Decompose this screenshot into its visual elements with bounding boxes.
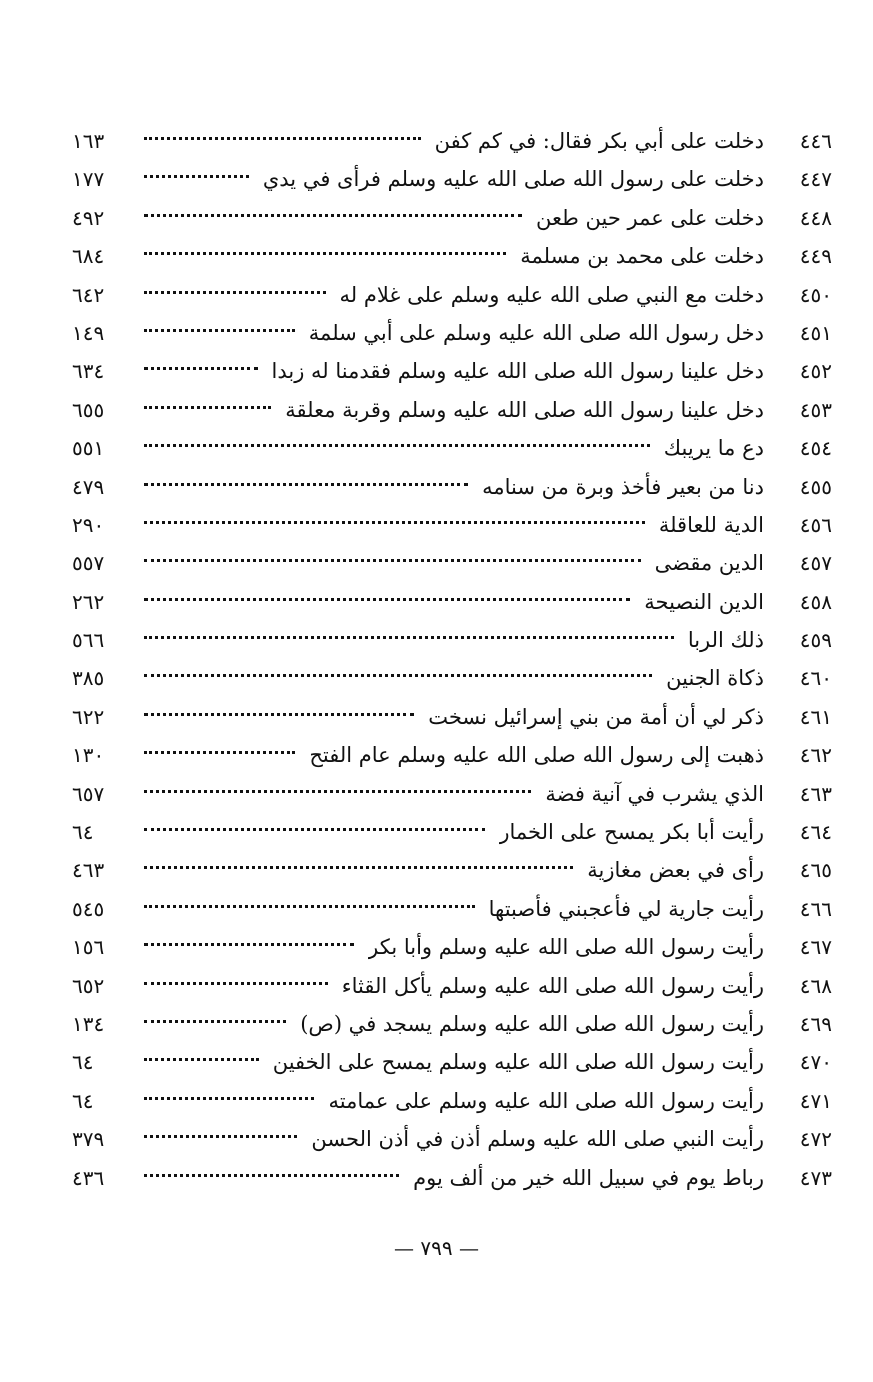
entry-text: دع ما يريبك xyxy=(663,436,764,461)
entry-text: ذلك الربا xyxy=(687,628,764,653)
dot-leader xyxy=(144,1174,399,1177)
dot-leader xyxy=(144,636,674,639)
index-entry xyxy=(72,276,832,314)
entry-text: ذهبت إلى رسول الله صلى الله عليه وسلم عام الفتح xyxy=(309,743,764,768)
entry-number: ٤٤٧ xyxy=(799,167,832,192)
entry-text: دخل علينا رسول الله صلى الله عليه وسلم وقربة معلقة xyxy=(285,397,764,422)
entry-page-number: ٥٦٦ xyxy=(72,628,105,653)
entry-page-number: ١٣٠ xyxy=(72,743,105,768)
dot-leader xyxy=(144,598,630,601)
entry-page-number: ٢٦٢ xyxy=(72,589,105,614)
dot-leader xyxy=(144,1135,297,1138)
dot-leader xyxy=(144,521,645,524)
entry-number: ٤٥٠ xyxy=(799,282,832,307)
entry-page-number: ٣٧٩ xyxy=(72,1127,105,1152)
dot-leader xyxy=(144,137,421,140)
entry-text: رأيت رسول الله صلى الله عليه وسلم وأبا بكر xyxy=(368,935,764,960)
entry-text: رأيت أبا بكر يمسح على الخمار xyxy=(499,820,764,845)
entry-page-number: ٦٥٧ xyxy=(72,781,105,806)
entry-page-number: ١٧٧ xyxy=(72,167,105,192)
index-entry xyxy=(72,314,832,352)
entry-page-number: ٤٩٢ xyxy=(72,205,105,230)
index-entry xyxy=(72,352,832,390)
entry-number: ٤٦٧ xyxy=(799,935,832,960)
entry-page-number: ٦٤٢ xyxy=(72,282,105,307)
dot-leader xyxy=(144,1058,259,1061)
dot-leader xyxy=(144,674,652,677)
entry-page-number: ١٣٤ xyxy=(72,1011,105,1036)
entry-text: رأيت رسول الله صلى الله عليه وسلم يأكل القثاء xyxy=(341,973,764,998)
index-entry xyxy=(72,775,832,813)
index-entry xyxy=(72,1159,832,1197)
index-entry xyxy=(72,1082,832,1120)
entry-page-number: ١٤٩ xyxy=(72,320,105,345)
entry-number: ٤٧٣ xyxy=(799,1165,832,1190)
dot-leader xyxy=(144,982,328,985)
entry-text: دنا من بعير فأخذ وبرة من سنامه xyxy=(482,474,764,499)
entry-number: ٤٦٥ xyxy=(799,858,832,883)
entry-text: الدين النصيحة xyxy=(644,589,764,614)
dot-leader xyxy=(144,444,650,447)
dot-leader xyxy=(144,713,414,716)
entry-number: ٤٦١ xyxy=(799,704,832,729)
index-entry xyxy=(72,468,832,506)
entry-number: ٤٦٤ xyxy=(799,820,832,845)
index-entry xyxy=(72,967,832,1005)
entry-page-number: ١٥٦ xyxy=(72,935,105,960)
entry-number: ٤٥٤ xyxy=(799,436,832,461)
entry-number: ٤٤٦ xyxy=(799,129,832,153)
entry-page-number: ٥٤٥ xyxy=(72,896,105,921)
index-entry xyxy=(72,1043,832,1081)
index-entry xyxy=(72,1005,832,1043)
entry-text: الذي يشرب في آنية فضة xyxy=(545,781,764,806)
entry-number: ٤٥٨ xyxy=(799,589,832,614)
entry-number: ٤٧١ xyxy=(799,1088,832,1113)
index-entry xyxy=(72,698,832,736)
entry-page-number: ٤٣٦ xyxy=(72,1165,105,1190)
entry-text: دخلت على عمر حين طعن xyxy=(536,205,764,230)
entry-page-number: ٤٧٩ xyxy=(72,474,105,499)
dot-leader xyxy=(144,1097,314,1100)
index-entry xyxy=(72,429,832,467)
entry-page-number: ٤٦٣ xyxy=(72,858,105,883)
dot-leader xyxy=(144,291,326,294)
entry-text: رأيت رسول الله صلى الله عليه وسلم على عمامته xyxy=(328,1088,764,1113)
index-entry xyxy=(72,506,832,544)
entry-number: ٤٦٩ xyxy=(799,1011,832,1036)
entry-number: ٤٤٨ xyxy=(799,205,832,230)
entry-text: دخل علينا رسول الله صلى الله عليه وسلم فقدمنا له زبدا xyxy=(271,359,764,384)
index-entry xyxy=(72,391,832,429)
entry-number: ٤٦٣ xyxy=(799,781,832,806)
entry-page-number: ٦٤ xyxy=(72,1050,94,1075)
entry-text: دخلت على رسول الله صلى الله عليه وسلم فرأى في يدي xyxy=(262,167,764,192)
entry-page-number: ٢٩٠ xyxy=(72,512,105,537)
entry-page-number: ٦٥٥ xyxy=(72,397,105,422)
index-entry xyxy=(72,659,832,697)
dot-leader xyxy=(144,943,354,946)
entry-number: ٤٥٦ xyxy=(799,512,832,537)
entry-number: ٤٥٧ xyxy=(799,551,832,576)
dot-leader xyxy=(144,828,485,831)
entry-number: ٤٧٢ xyxy=(799,1127,832,1152)
dot-leader xyxy=(144,406,271,409)
entry-text: الدين مقضى xyxy=(654,551,764,576)
entry-text: دخلت على محمد بن مسلمة xyxy=(520,244,764,269)
dot-leader xyxy=(144,751,295,754)
entry-number: ٤٦٢ xyxy=(799,743,832,768)
entry-page-number: ٦٥٢ xyxy=(72,973,105,998)
entry-text: رأيت رسول الله صلى الله عليه وسلم يسجد في (ص) xyxy=(300,1011,764,1036)
entry-page-number: ٥٥١ xyxy=(72,436,105,461)
index-entry xyxy=(72,237,832,275)
entry-number: ٤٥٩ xyxy=(799,628,832,653)
dot-leader xyxy=(144,175,249,178)
index-entry xyxy=(72,122,832,160)
entry-number: ٤٦٨ xyxy=(799,973,832,998)
dot-leader xyxy=(144,905,475,908)
entry-text: ذكاة الجنين xyxy=(666,666,764,691)
entry-page-number: ٦٤ xyxy=(72,1088,94,1113)
entry-page-number: ٦٣٤ xyxy=(72,359,105,384)
entry-page-number: ٥٥٧ xyxy=(72,551,105,576)
index-entry xyxy=(72,199,832,237)
entry-text: رأيت رسول الله صلى الله عليه وسلم يمسح على الخفين xyxy=(272,1050,764,1075)
entry-number: ٤٥٥ xyxy=(799,474,832,499)
dot-leader xyxy=(144,367,258,370)
index-entry xyxy=(72,1120,832,1158)
dot-leader xyxy=(144,559,641,562)
dot-leader xyxy=(144,790,531,793)
entry-text: رأيت جارية لي فأعجبني فأصبتها xyxy=(488,896,764,921)
entry-text: دخلت على أبي بكر فقال: في كم كفن xyxy=(434,129,764,153)
hadith-index-list xyxy=(72,122,832,1197)
index-entry xyxy=(72,928,832,966)
index-entry xyxy=(72,890,832,928)
entry-number: ٤٥١ xyxy=(799,320,832,345)
entry-number: ٤٥٣ xyxy=(799,397,832,422)
index-entry xyxy=(72,736,832,774)
page-number: — ٧٩٩ — xyxy=(394,1236,479,1260)
entry-number: ٤٦٦ xyxy=(799,896,832,921)
index-entry xyxy=(72,621,832,659)
index-entry xyxy=(72,813,832,851)
index-entry xyxy=(72,583,832,621)
entry-text: رأى في بعض مغازية xyxy=(587,858,764,883)
entry-page-number: ٣٨٥ xyxy=(72,666,105,691)
entry-text: دخل رسول الله صلى الله عليه وسلم على أبي سلمة xyxy=(308,320,764,345)
entry-number: ٤٦٠ xyxy=(799,666,832,691)
entry-text: رباط يوم في سبيل الله خير من ألف يوم xyxy=(413,1165,764,1190)
entry-text: رأيت النبي صلى الله عليه وسلم أذن في أذن الحسن xyxy=(311,1127,764,1152)
entry-text: دخلت مع النبي صلى الله عليه وسلم على غلام له xyxy=(339,282,764,307)
entry-number: ٤٥٢ xyxy=(799,359,832,384)
entry-page-number: ١٦٣ xyxy=(72,129,105,153)
entry-page-number: ٦٤ xyxy=(72,820,94,845)
index-entry xyxy=(72,544,832,582)
dot-leader xyxy=(144,329,295,332)
entry-number: ٤٧٠ xyxy=(799,1050,832,1075)
entry-text: الدية للعاقلة xyxy=(658,512,764,537)
entry-text: ذكر لي أن أمة من بني إسرائيل نسخت xyxy=(428,704,764,729)
index-entry xyxy=(72,851,832,889)
dot-leader xyxy=(144,1020,286,1023)
entry-page-number: ٦٨٤ xyxy=(72,244,105,269)
dot-leader xyxy=(144,866,573,869)
dot-leader xyxy=(144,483,468,486)
index-entry xyxy=(72,160,832,198)
entry-number: ٤٤٩ xyxy=(799,244,832,269)
dot-leader xyxy=(144,214,522,217)
dot-leader xyxy=(144,252,506,255)
entry-page-number: ٦٢٢ xyxy=(72,704,105,729)
